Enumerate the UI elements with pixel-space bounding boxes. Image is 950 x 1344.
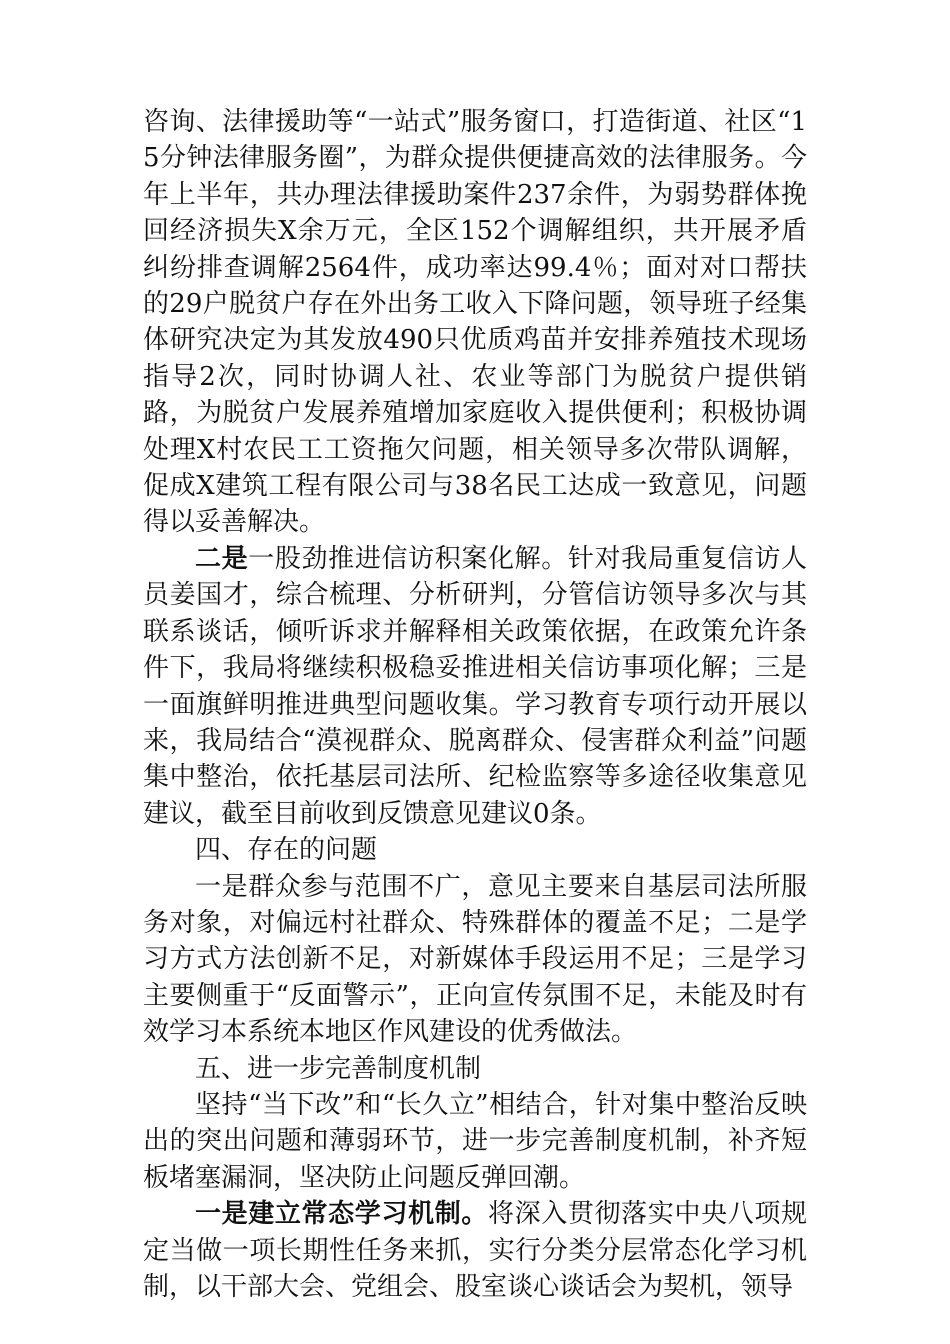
paragraph-lead-bold: 二是 (195, 543, 249, 574)
paragraph-study-mechanism (143, 1196, 807, 1305)
paragraph-legal-services: 咨询、法律援助等“一站式”服务窗口，打造街道、社区“15分钟法律服务圈”，为群众提供便捷高效的法律服务。今年上半年，共办理法律援助案件237余件，为弱势群体挽回经济损失X余万元，全区152个调解组织，共开展矛盾纠纷排查调解2564件，成功率达99.4％；面对对口帮扶的29户脱贫户存在外出务工收入下降问题，领导班子经集体研究决定为其发放490只优质鸡苗并安排养殖技术现场指导2次，同时协调人社、农业等部门为脱贫户提供销路，为脱贫户发展养殖增加家庭收入提供便利；积极协调处理X村农民工工资拖欠问题，相关领导多次带队调解，促成X建筑工程有限公司与38名民工达成一致意见，问题得以妥善解决。 (143, 107, 807, 538)
paragraph-petition-resolution (143, 541, 807, 832)
paragraph-problems: 一是群众参与范围不广，意见主要来自基层司法所服务对象，对偏远村社群众、特殊群体的覆盖不足；二是学习方式方法创新不足，对新媒体手段运用不足；三是学习主要侧重于“反面警示”，正向宣传氛围不足，未能及时有效学习本系统本地区作风建设的优秀做法。 (143, 871, 807, 1048)
paragraph-lead-bold: 一是建立常态学习机制。 (195, 1199, 488, 1230)
paragraph-mechanism-intro: 坚持“当下改”和“长久立”相结合，针对集中整治反映出的突出问题和薄弱环节，进一步完善制度机制，补齐短板堵塞漏洞，坚决防止问题反弹回潮。 (143, 1089, 807, 1193)
section-heading-problems: 四、存在的问题 (195, 835, 378, 866)
paragraph-text: 一股劲推进信访积案化解。针对我局重复信访人员姜国才，综合梳理、分析研判，分管信访领导多次与其联系谈话，倾听诉求并解释相关政策依据，在政策允许条件下，我局将继续积极稳妥推进相关信访事项化解；三是一面旗鲜明推进典型问题收集。学习教育专项行动开展以来，我局结合“漠视群众、脱离群众、侵害群众利益”问题集中整治，依托基层司法所、纪检监察等多途径收集意见建议，截至目前收到反馈意见建议0条。 (143, 543, 807, 829)
section-heading-mechanism: 五、进一步完善制度机制 (195, 1053, 482, 1084)
document-body (143, 104, 807, 1305)
paragraph-text: 将深入贯彻落实中央八项规定当做一项长期性任务来抓，实行分类分层常态化学习机制，以干部大会、党组会、股室谈心谈话会为契机，领导 (143, 1199, 807, 1302)
